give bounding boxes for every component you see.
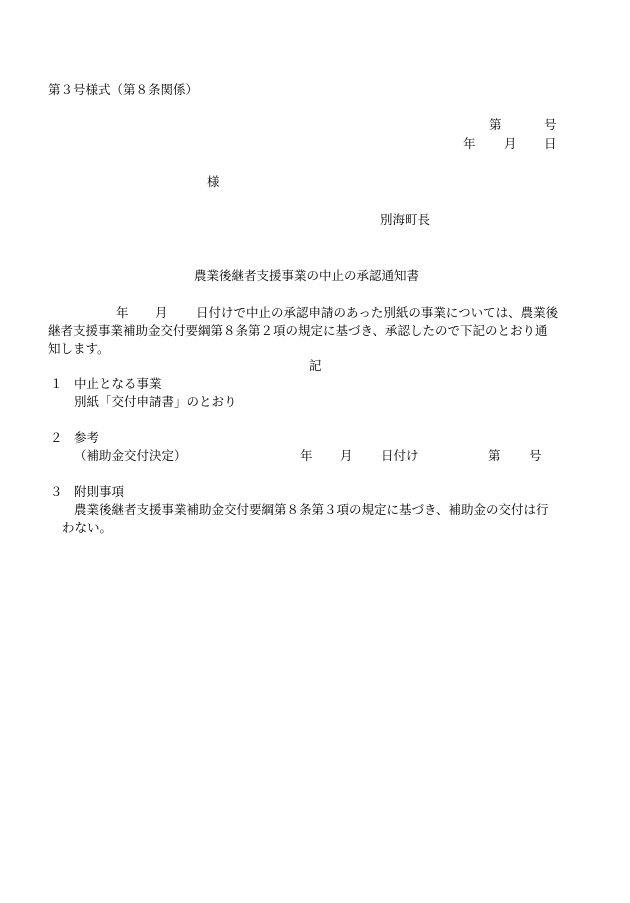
item-2-year: 年 — [300, 448, 313, 463]
recipient-honorific: 様 — [207, 174, 220, 189]
body-month: 月 — [155, 305, 168, 320]
ki-heading: 記 — [309, 358, 322, 373]
item-2-day-text: 日付け — [381, 448, 419, 463]
body-line2: 継者支援事業補助金交付要綱第８条第２項の規定に基づき、承認したので下記のとおり通 — [48, 323, 548, 338]
item-1-content: 別紙「交付申請書」のとおり — [74, 394, 237, 409]
item-2-dai: 第 — [488, 448, 501, 463]
item-2-number: ２ — [50, 430, 63, 445]
date-year: 年 — [463, 136, 476, 151]
document-title: 農業後継者支援事業の中止の承認通知書 — [194, 268, 420, 283]
item-1-heading: 中止となる事業 — [74, 376, 162, 391]
date-month: 月 — [504, 136, 517, 151]
date-day: 日 — [544, 136, 557, 151]
item-3-number: ３ — [50, 484, 63, 499]
item-3-content-line1: 農業後継者支援事業補助金交付要綱第８条第３項の規定に基づき、補助金の交付は行 — [74, 502, 549, 517]
item-3-heading: 附則事項 — [74, 484, 125, 499]
item-2-go: 号 — [529, 448, 542, 463]
item-2-content: （補助金交付決定） — [74, 448, 187, 463]
form-label: 第３号様式（第８条関係） — [48, 82, 199, 97]
body-line3: 知します。 — [48, 341, 110, 356]
sender-name: 別海町長 — [380, 212, 431, 227]
item-2-heading: 参考 — [74, 430, 100, 445]
doc-number-dai: 第 — [489, 117, 502, 132]
doc-number-go: 号 — [544, 117, 557, 132]
item-1-number: １ — [50, 376, 63, 391]
body-line1-text: 日付けで中止の承認申請のあった別紙の事業については、農業後 — [196, 305, 559, 320]
item-2-month: 月 — [340, 448, 353, 463]
item-3-content-line2: わない。 — [62, 520, 113, 535]
body-year: 年 — [116, 305, 129, 320]
